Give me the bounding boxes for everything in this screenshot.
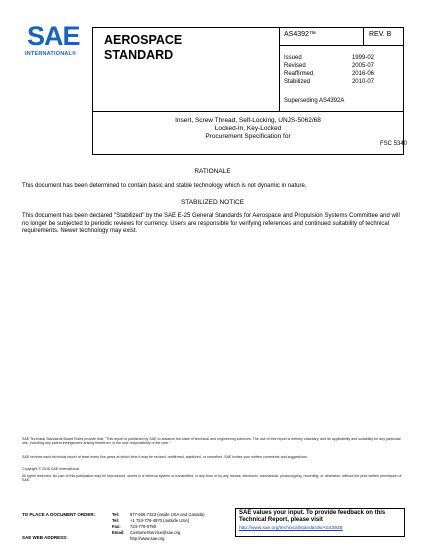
- date-label-reaffirmed: Reaffirmed: [284, 71, 314, 77]
- contact-key-tel-1: Tel:: [112, 512, 120, 517]
- web-address-label: SAE WEB ADDRESS:: [22, 535, 68, 540]
- document-number: AS4392™: [284, 31, 316, 38]
- contact-value-fax: 724-776-0790: [130, 524, 157, 529]
- feedback-text: [239, 510, 403, 524]
- feedback-link[interactable]: http://www.sae.org/technical/standards/AS4392B: [239, 526, 343, 531]
- document-title-line-1: Insert, Screw Thread, Self-Locking, UNJS-5062/68: [175, 117, 321, 124]
- sae-logo-mark: SAE: [27, 21, 80, 51]
- date-label-revised: Revised: [284, 63, 306, 69]
- date-value-revised: 2005-07: [351, 63, 374, 69]
- contact-value-tel-1: 877-606-7323 (inside USA and Canada): [130, 512, 205, 517]
- contact-key-tel-2: Tel:: [112, 518, 120, 523]
- document-title-line-3: Procurement Specification for: [205, 133, 291, 140]
- feedback-message: values your input. To provide feedback on this Technical Report, please visit: [239, 510, 386, 523]
- date-value-stabilized: 2010-07: [351, 79, 374, 85]
- superseding-note: Superseding AS4392A: [284, 98, 345, 104]
- rationale-heading: RATIONALE: [194, 168, 231, 175]
- order-label: TO PLACE A DOCUMENT ORDER:: [22, 512, 96, 517]
- revision-label: REV. B: [369, 31, 392, 38]
- date-value-issued: 1999-02: [351, 55, 374, 61]
- title-line-standard: STANDARD: [104, 48, 174, 62]
- header-divider: [363, 27, 364, 46]
- title-line-aerospace: AEROSPACE: [104, 33, 183, 47]
- rationale-text: This document has been determined to contain basic and stable technology which is not dynamic in nature.: [22, 183, 307, 189]
- contact-value-website[interactable]: http://www.sae.org: [130, 536, 165, 541]
- footer-copyright: Copyright © 2016 SAE International: [22, 467, 79, 471]
- fsc-code: FSC 5340: [380, 141, 408, 147]
- stabilized-notice-text: This document has been declared "Stabilized" by the SAE E-25 General Standards for Aerospace and Propulsion Systems Committee and will no longer be subjected to periodic reviews for currency. Users are responsible for verifying references and continued suitability of technical requirements. Newer technology may exist.: [22, 213, 400, 234]
- footer-review-note: SAE reviews each technical report at least every five years at which time it may be revised, reaffirmed, stabilized, or cancelled. SAE invites your written comments and suggestions.: [22, 455, 308, 459]
- footer-rights: All rights reserved. No part of this publication may be reproduced, stored in a retrieval system or transmitted, in any form or by any means, electronic, mechanical, photocopying, recording, or otherwise, without the prior written permission of SAE.: [22, 474, 402, 483]
- feedback-brand: SAE: [239, 510, 252, 516]
- document-type-title: [104, 33, 182, 63]
- sae-logo-subtitle: INTERNATIONAL®: [25, 51, 77, 57]
- date-label-stabilized: Stabilized: [284, 79, 311, 85]
- stabilized-notice-heading: STABILIZED NOTICE: [180, 199, 245, 206]
- document-title-line-2: Locked-In, Key-Locked: [214, 125, 282, 132]
- contact-key-fax: Fax:: [112, 524, 121, 529]
- contact-value-email[interactable]: CustomerService@sae.org: [130, 530, 181, 535]
- contact-key-email: Email:: [112, 530, 125, 535]
- date-label-issued: Issued: [284, 55, 302, 61]
- footer-disclaimer: SAE Technical Standards Board Rules provide that: "This report is published by SAE to advance the state of technical and engineering sciences. The use of this report is entirely voluntary, and its applicability and suitability for any particular use, including any patent infringement arising therefrom, is the sole responsibility of the user.": [22, 437, 401, 446]
- contact-value-tel-2: +1 724-776-4970 (outside USA): [130, 518, 190, 523]
- date-value-reaffirmed: 2016-06: [351, 71, 374, 77]
